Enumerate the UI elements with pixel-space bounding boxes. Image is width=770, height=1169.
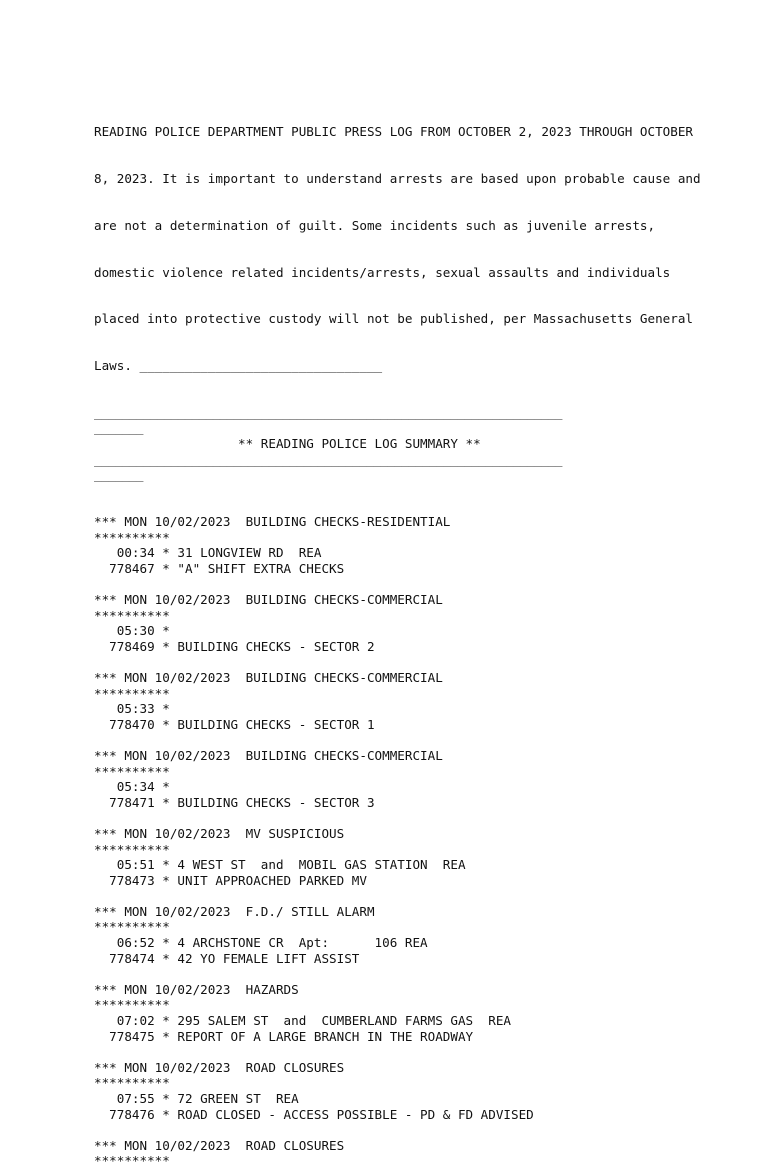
entry-stars: **********: [94, 919, 170, 935]
entry-call-description: 778469 * BUILDING CHECKS - SECTOR 2: [94, 638, 375, 654]
entry-header: *** MON 10/02/2023 MV SUSPICIOUS: [94, 825, 345, 841]
entry-call-description: 778470 * BUILDING CHECKS - SECTOR 1: [94, 716, 375, 732]
entry-call-description: 778467 * "A" SHIFT EXTRA CHECKS: [94, 560, 345, 576]
log-entry: [94, 1138, 694, 1169]
log-entry: [94, 982, 694, 1060]
entry-call-description: 778475 * REPORT OF A LARGE BRANCH IN THE ROADWAY: [94, 1028, 474, 1044]
entry-stars: **********: [94, 841, 170, 857]
intro-line: READING POLICE DEPARTMENT PUBLIC PRESS LOG FROM OCTOBER 2, 2023 THROUGH OCTOBER: [94, 124, 693, 140]
entry-stars: **********: [94, 997, 170, 1013]
separator-rule-tail: _______: [94, 420, 143, 436]
entry-header: *** MON 10/02/2023 ROAD CLOSURES: [94, 1137, 345, 1153]
log-entries: [94, 514, 694, 1138]
entry-stars: **********: [94, 529, 170, 545]
log-entry: [94, 1060, 694, 1138]
intro-line: placed into protective custody will not be published, per Massachusetts General: [94, 311, 693, 327]
entry-time-location: 05:30 *: [94, 623, 170, 639]
entry-header: *** MON 10/02/2023 BUILDING CHECKS-COMMERCIAL: [94, 669, 443, 685]
separator-rule: ___________________________________________________________________: [94, 404, 562, 420]
entry-time-location: 05:51 * 4 WEST ST and MOBIL GAS STATION REA: [94, 857, 466, 873]
entry-stars: **********: [94, 607, 170, 623]
entry-time-location: 07:55 * 72 GREEN ST REA: [94, 1091, 299, 1106]
entry-time-location: 07:02 * 295 SALEM ST and CUMBERLAND FARMS GAS REA: [94, 1013, 512, 1029]
separator-rule-tail: _______: [94, 467, 143, 483]
entry-call-description: 778476 * ROAD CLOSED - ACCESS POSSIBLE - PD & FD ADVISED: [94, 1106, 534, 1122]
entry-header: *** MON 10/02/2023 BUILDING CHECKS-COMMERCIAL: [94, 747, 443, 763]
summary-title: ** READING POLICE LOG SUMMARY **: [94, 436, 481, 452]
intro-line: domestic violence related incidents/arrests, sexual assaults and individuals: [94, 264, 671, 280]
press-log-page: [94, 93, 701, 1169]
intro-line: are not a determination of guilt. Some incidents such as juvenile arrests,: [94, 217, 656, 233]
entry-stars: **********: [94, 763, 170, 779]
log-entry: [94, 748, 694, 826]
entry-stars: **********: [94, 685, 170, 701]
entry-call-description: 778471 * BUILDING CHECKS - SECTOR 3: [94, 794, 375, 810]
entry-header: *** MON 10/02/2023 BUILDING CHECKS-RESIDENTIAL: [94, 514, 451, 530]
entry-header: *** MON 10/02/2023 F.D./ STILL ALARM: [94, 903, 375, 919]
entry-time-location: 05:34 *: [94, 779, 170, 795]
log-entry: [94, 592, 694, 670]
log-entry: [94, 826, 694, 904]
intro-line: 8, 2023. It is important to understand arrests are based upon probable cause and: [94, 170, 701, 186]
entry-call-description: 778474 * 42 YO FEMALE LIFT ASSIST: [94, 950, 360, 966]
separator-rule: ___________________________________________________________________: [94, 451, 562, 467]
entry-time-location: 06:52 * 4 ARCHSTONE CR Apt: 106 REA: [94, 935, 428, 951]
entry-header: *** MON 10/02/2023 ROAD CLOSURES: [94, 1059, 345, 1075]
intro-paragraph: [94, 93, 701, 405]
entry-header: *** MON 10/02/2023 HAZARDS: [94, 981, 299, 997]
entry-call-description: 778473 * UNIT APPROACHED PARKED MV: [94, 872, 367, 888]
intro-line: Laws. ________________________________: [94, 358, 383, 374]
entry-time-location: 00:34 * 31 LONGVIEW RD REA: [94, 545, 322, 561]
entry-stars: **********: [94, 1075, 170, 1091]
log-entry: [94, 670, 694, 748]
log-entry: [94, 904, 694, 982]
log-entry: [94, 514, 694, 592]
entry-time-location: 05:33 *: [94, 701, 170, 717]
entry-stars: **********: [94, 1153, 170, 1169]
entry-header: *** MON 10/02/2023 BUILDING CHECKS-COMMERCIAL: [94, 592, 443, 607]
